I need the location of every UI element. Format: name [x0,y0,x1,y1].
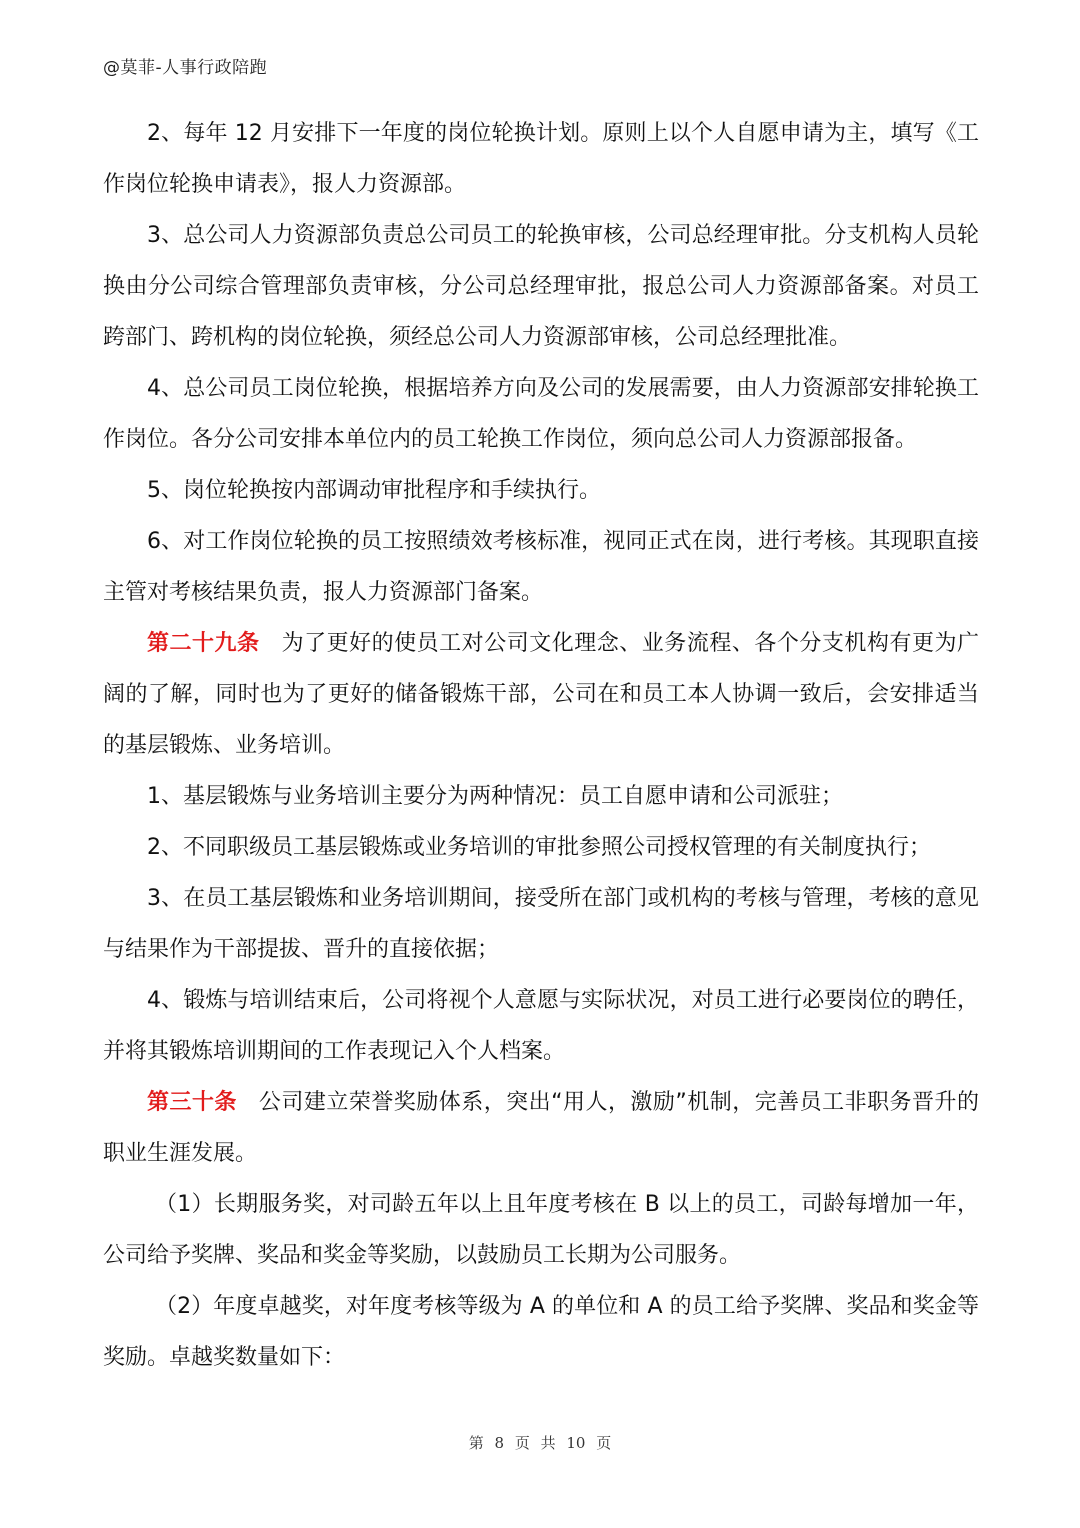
paragraph-rotation-plan: 2、每年 12 月安排下一年度的岗位轮换计划。原则上以个人自愿申请为主，填写《工作岗位轮换申请表》，报人力资源部。 [103,121,979,197]
watermark-text: @莫菲-人事行政陪跑 [103,58,268,78]
paragraph-rotation-assessment: 6、对工作岗位轮换的员工按照绩效考核标准，视同正式在岗，进行考核。其现职直接主管对考核结果负责，报人力资源部门备案。 [103,529,979,605]
paragraph-rotation-approval: 3、总公司人力资源部负责总公司员工的轮换审核，公司总经理审批。分支机构人员轮换由分公司综合管理部负责审核，分公司总经理审批，报总公司人力资源部备案。对员工跨部门、跨机构的岗位轮换，须经总公司人力资源部审核，公司总经理批准。 [103,223,979,350]
article-29 [103,618,979,771]
article-30 [103,1077,979,1179]
article-30-title: 第三十条 [147,1090,237,1115]
document-body [103,108,979,1383]
article-29-title: 第二十九条 [147,631,260,656]
page-number: 第 8 页 共 10 页 [468,1434,612,1452]
paragraph-rotation-procedure: 5、岗位轮换按内部调动审批程序和手续执行。 [147,478,601,503]
paragraph-training-assessment: 3、在员工基层锻炼和业务培训期间，接受所在部门或机构的考核与管理，考核的意见与结果作为干部提拔、晋升的直接依据； [103,886,979,962]
paragraph-rotation-arrangement: 4、总公司员工岗位轮换，根据培养方向及公司的发展需要，由人力资源部安排轮换工作岗位。各分公司安排本单位内的员工轮换工作岗位，须向总公司人力资源部报备。 [103,376,979,452]
paragraph-training-approval: 2、不同职级员工基层锻炼或业务培训的审批参照公司授权管理的有关制度执行； [147,835,931,860]
article-29-text: 为了更好的使员工对公司文化理念、业务流程、各个分支机构有更为广阔的了解，同时也为了更好的储备锻炼干部，公司在和员工本人协调一致后，会安排适当的基层锻炼、业务培训。 [103,631,979,758]
paragraph-training-types: 1、基层锻炼与业务培训主要分为两种情况：员工自愿申请和公司派驻； [147,784,843,809]
paragraph-training-completion: 4、锻炼与培训结束后，公司将视个人意愿与实际状况，对员工进行必要岗位的聘任，并将其锻炼培训期间的工作表现记入个人档案。 [103,988,979,1064]
article-30-text: 公司建立荣誉奖励体系，突出“用人，激励”机制，完善员工非职务晋升的职业生涯发展。 [103,1090,979,1166]
paragraph-excellence-award: （2）年度卓越奖，对年度考核等级为 A 的单位和 A 的员工给予奖牌、奖品和奖金等奖励。卓越奖数量如下： [103,1294,979,1370]
paragraph-long-service-award: （1）长期服务奖，对司龄五年以上且年度考核在 B 以上的员工，司龄每增加一年，公司给予奖牌、奖品和奖金等奖励，以鼓励员工长期为公司服务。 [103,1192,979,1268]
